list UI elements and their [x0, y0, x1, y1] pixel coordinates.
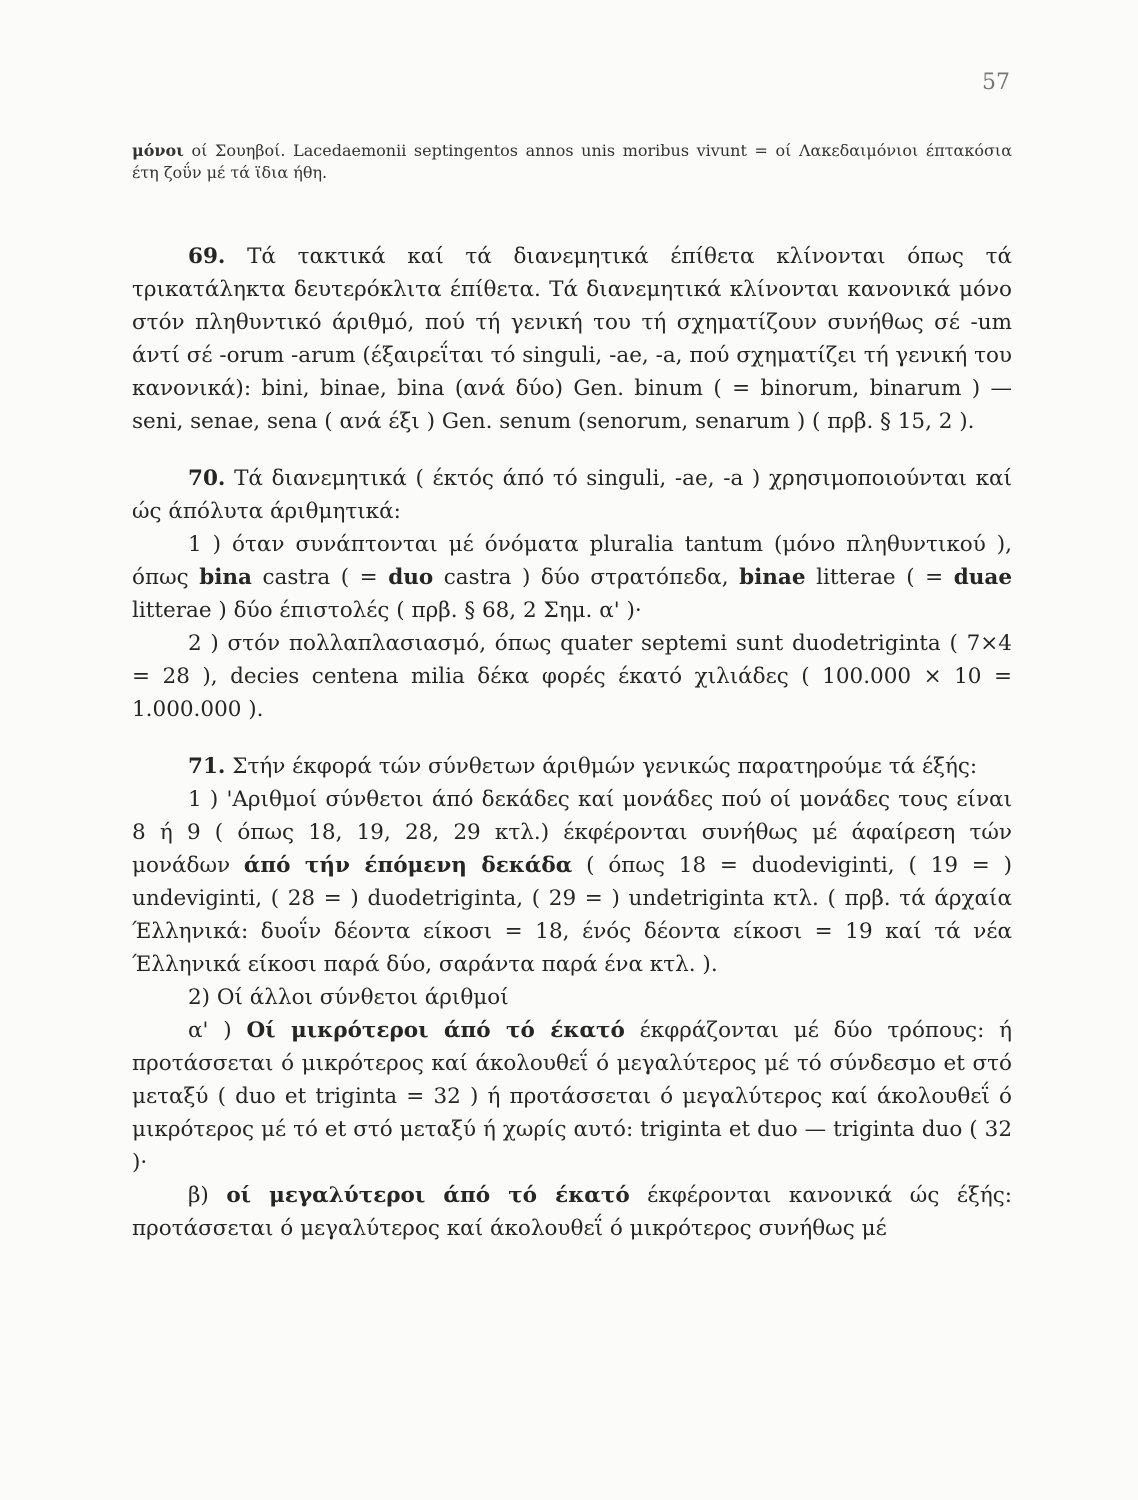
section-71-sub-b	[132, 1179, 1012, 1245]
section-text: Τά διανεμητικά ( έκτός άπό τό singuli, -ae, -a ) χρησιμοποιούνται καί ώς άπόλυτα άριθμητικά:	[132, 466, 1012, 524]
section-71-item-1	[132, 783, 1012, 981]
footnote-continuation	[132, 140, 1012, 184]
item-text: castra ( =	[251, 565, 389, 590]
item-text: 1 ) όταν συνάπτονται μέ όνόματα pluralia tantum (μόνο πληθυντικού ), όπως	[132, 532, 1012, 590]
sub-text: έκφέρονται κανονικά ώς έξής: προτάσσεται ό μεγαλύτερος καί άκολουθεΐ ό μικρότερος συνήθως μέ	[132, 1183, 1013, 1241]
section-number: 69.	[188, 244, 226, 269]
section-number: 70.	[188, 466, 226, 491]
prelude-text: οί Σουηβοί. Lacedaemonii septingentos annos unis moribus vivunt = οί Λακεδαιμόνιοι έπτακόσια έτη ζοΰν μέ τά ϊδια ήθη.	[132, 141, 1012, 182]
section-70-item-1	[132, 528, 1012, 627]
item-text: 1 ) 'Αριθμοί σύνθετοι άπό δεκάδες καί μονάδες πού οί μονάδες τους είναι 8 ή 9 ( όπως 18, 19, 28, 29 κτλ.) έκφέρονται συνήθως μέ άφαίρεση τών μονάδων	[132, 787, 1012, 878]
sub-label: α' )	[188, 1018, 232, 1043]
section-71	[132, 750, 1012, 783]
sub-text: έκφράζονται μέ δύο τρόπους: ή προτάσσεται ό μικρότερος καί άκολουθεΐ ό μεγαλύτερος μέ τό σύνδεσμο et στό μεταξύ ( duo et triginta = 32 ) ή προτάσσεται ό μεγαλύτερος καί άκολουθεΐ ό μικρότερος μέ τό et στό μεταξύ ή χωρίς αυτό: triginta et duo — triginta duo ( 32 )·	[132, 1018, 1012, 1175]
section-70	[132, 462, 1012, 528]
sub-label: β)	[188, 1183, 209, 1208]
sub-bold: Οί μικρότεροι άπό τό έκατό	[246, 1018, 625, 1043]
section-71-sub-a	[132, 1014, 1012, 1179]
section-text: Τά τακτικά καί τά διανεμητικά έπίθετα κλίνονται όπως τά τρικατάληκτα δευτερόκλιτα έπίθετα. Τά διανεμητικά κλίνονται κανονικά μόνο στόν πληθυντικό άριθμό, πού τή γενική του τή σχηματίζουν συνήθως σέ -um άντί σέ -orum -arum (έξαιρεΐται τό singuli, -ae, -a, πού σχηματίζει τή γενική του κανονικά): bini, binae, bina (ανά δύο) Gen. binum ( = binorum, binarum ) — seni, senae, sena ( ανά έξι ) Gen. senum (senorum, senarum ) ( πρβ. § 15, 2 ).	[132, 244, 1012, 434]
item-bold: bina	[199, 565, 252, 590]
section-text: Στήν έκφορά τών σύνθετων άριθμών γενικώς παρατηρούμε τά έξής:	[232, 754, 978, 779]
item-text: litterae ) δύο έπιστολές ( πρβ. § 68, 2 Σημ. α' )·	[132, 598, 642, 623]
section-69	[132, 240, 1012, 438]
main-text	[132, 240, 1012, 1245]
page-number: 57	[982, 70, 1010, 95]
item-text: ( όπως 18 = duodeviginti, ( 19 = ) undeviginti, ( 28 = ) duodetriginta, ( 29 = ) undetriginta κτλ. ( πρβ. τά άρχαία Έλληνικά: δυοΐν δέοντα είκοσι = 18, ένός δέοντα είκοσι = 19 καί τά νέα Έλληνικά είκοσι παρά δύο, σαράντα παρά ένα κτλ. ).	[132, 853, 1012, 977]
section-number: 71.	[188, 754, 226, 779]
section-70-item-2: 2 ) στόν πολλαπλασιασμό, όπως quater septemi sunt duodetriginta ( 7×4 = 28 ), decies centena milia δέκα φορές έκατό χιλιάδες ( 100.000 × 10 = 1.000.000 ).	[132, 631, 1012, 722]
section-71-item-2: 2) Οί άλλοι σύνθετοι άριθμοί	[188, 985, 509, 1010]
item-text: castra ) δύο στρατόπεδα,	[433, 565, 740, 590]
item-bold: duae	[953, 565, 1012, 590]
item-text: litterae ( =	[805, 565, 954, 590]
item-bold: binae	[739, 565, 806, 590]
sub-bold: οί μεγαλύτεροι άπό τό έκατό	[226, 1183, 630, 1208]
item-bold: duo	[388, 565, 434, 590]
item-bold: άπό τήν έπόμενη δεκάδα	[243, 853, 573, 878]
prelude-bold: μόνοι	[132, 141, 184, 160]
